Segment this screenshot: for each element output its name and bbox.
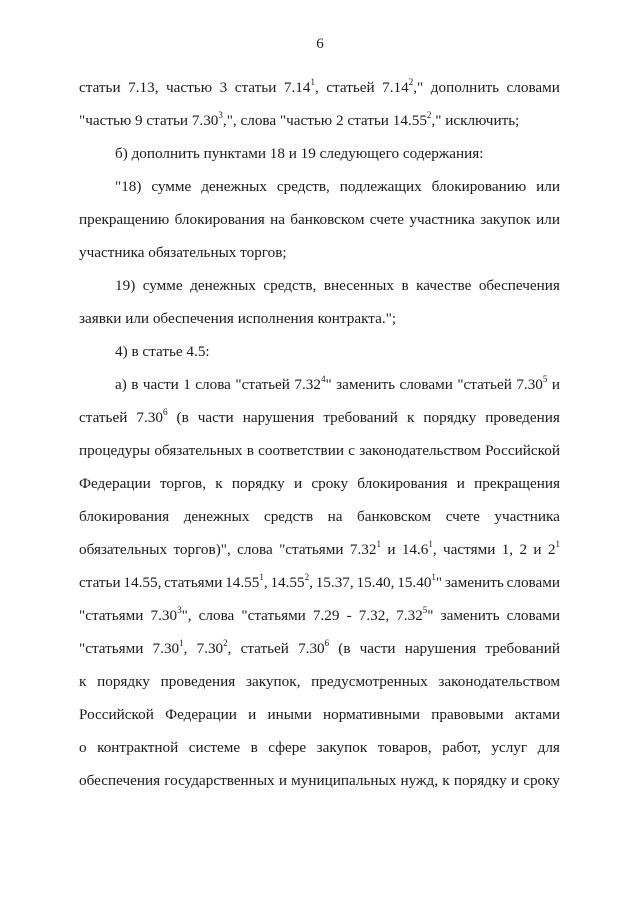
text-word: статьей bbox=[79, 409, 128, 426]
text-word: 15.37, bbox=[315, 574, 354, 591]
text-word: 7.32$^5$" bbox=[396, 604, 434, 624]
text-word: словами bbox=[506, 607, 560, 624]
text-word: 4) в статье 4.5: bbox=[115, 343, 210, 360]
text-word: денежных bbox=[201, 178, 267, 195]
text-word: части bbox=[197, 409, 234, 426]
text-word: системе bbox=[188, 739, 241, 756]
text-word: участника bbox=[494, 508, 560, 525]
text-word: и bbox=[551, 376, 560, 393]
text-word: словами bbox=[506, 574, 560, 591]
text-word: статьи bbox=[234, 79, 277, 96]
text-word: 7.30$^6$ bbox=[136, 406, 168, 426]
text-line bbox=[79, 771, 560, 804]
text-word: сфере bbox=[268, 739, 307, 756]
text-line bbox=[79, 606, 560, 639]
text-line bbox=[79, 441, 560, 474]
text-word: в bbox=[250, 739, 258, 756]
text-word: заменить bbox=[444, 574, 504, 591]
text-word: к bbox=[406, 409, 415, 426]
text-word: контрактной bbox=[97, 739, 179, 756]
text-word: 7.30$^6$ bbox=[298, 637, 330, 657]
text-word: требований bbox=[323, 409, 398, 426]
text-word: 14.55$^1$, bbox=[225, 571, 268, 591]
text-word: "статьей bbox=[457, 376, 512, 393]
text-word: законодательством bbox=[438, 673, 560, 690]
text-word: заменить bbox=[336, 376, 396, 393]
text-word: проведения bbox=[485, 409, 560, 426]
text-line bbox=[79, 243, 560, 276]
text-word: актами bbox=[514, 706, 560, 723]
text-word: к bbox=[442, 772, 450, 789]
text-word: $2^1$ bbox=[547, 538, 560, 558]
text-word: товаров, bbox=[377, 739, 432, 756]
text-word: б) дополнить пунктами 18 и 19 следующего содержания: bbox=[115, 145, 484, 162]
text-word: и bbox=[456, 475, 465, 492]
text-word: средств bbox=[263, 508, 314, 525]
text-word: в bbox=[131, 376, 139, 393]
text-word: 1 bbox=[183, 376, 191, 393]
text-word: частями bbox=[443, 541, 496, 558]
text-line bbox=[79, 342, 560, 375]
text-word: части bbox=[359, 640, 396, 657]
text-word: и bbox=[278, 772, 287, 789]
text-word: части bbox=[142, 376, 179, 393]
text-word: в bbox=[401, 277, 409, 294]
text-line bbox=[79, 639, 560, 672]
text-line bbox=[79, 540, 560, 573]
text-word: участника bbox=[409, 211, 475, 228]
text-word: блокирования bbox=[357, 475, 448, 492]
text-line bbox=[79, 78, 560, 111]
text-word: в bbox=[246, 442, 254, 459]
text-word: требований bbox=[485, 640, 560, 657]
text-word: услуг bbox=[491, 739, 528, 756]
text-word: качестве bbox=[416, 277, 472, 294]
text-word: 7.30$^5$ bbox=[516, 373, 548, 393]
text-word: нужд, bbox=[400, 772, 439, 789]
text-word: статьи bbox=[79, 79, 121, 96]
text-line bbox=[79, 507, 560, 540]
text-word: торгов)", bbox=[173, 541, 231, 558]
text-word: средств, bbox=[263, 277, 317, 294]
text-word: счете bbox=[445, 508, 480, 525]
text-word: порядку bbox=[97, 673, 150, 690]
text-word: обеспечения bbox=[478, 277, 560, 294]
text-word: статьей bbox=[240, 640, 289, 657]
text-word: 7.32$^1$ bbox=[349, 538, 381, 558]
text-line bbox=[79, 276, 560, 309]
text-line bbox=[79, 408, 560, 441]
text-word: на bbox=[270, 211, 285, 228]
text-word: закупок bbox=[480, 211, 531, 228]
text-word: нарушения bbox=[404, 640, 477, 657]
text-word: слова bbox=[198, 607, 235, 624]
text-word: "частью 9 статьи 7.30$^3$,", слова "частью 2 статьи 14.55$^2$," исключить; bbox=[79, 109, 520, 129]
text-word: предусмотренных bbox=[311, 673, 428, 690]
text-word: сумме bbox=[142, 277, 183, 294]
text-word: обязательных bbox=[154, 442, 243, 459]
text-word: счете bbox=[369, 211, 404, 228]
text-word: и bbox=[293, 475, 303, 492]
text-word: соответствии bbox=[258, 442, 344, 459]
text-word: "статьей bbox=[235, 376, 290, 393]
text-word: муниципальных bbox=[291, 772, 397, 789]
text-word: к bbox=[79, 673, 87, 690]
text-word: "статьями bbox=[241, 607, 306, 624]
text-word: слова bbox=[195, 376, 231, 393]
text-word: 7.30$^3$", bbox=[150, 604, 192, 624]
text-line bbox=[79, 111, 560, 144]
text-word: "статьями bbox=[79, 640, 144, 657]
text-word: правовыми bbox=[431, 706, 504, 723]
text-word: иными bbox=[267, 706, 312, 723]
text-word: прекращению bbox=[79, 211, 170, 228]
text-word: закупок bbox=[316, 739, 368, 756]
page-number: 6 bbox=[316, 36, 324, 52]
text-word: Российской bbox=[79, 706, 154, 723]
text-word: 7.32, bbox=[358, 607, 390, 624]
text-line bbox=[79, 144, 560, 177]
text-word: и bbox=[533, 541, 542, 558]
text-word: "18) bbox=[115, 178, 142, 195]
text-word: 14.55, bbox=[123, 574, 162, 591]
text-word: 3 bbox=[219, 79, 228, 96]
text-word: подлежащих bbox=[339, 178, 422, 195]
text-word: проведения bbox=[160, 673, 236, 690]
text-word: торгов, bbox=[159, 475, 207, 492]
document-body bbox=[79, 78, 560, 804]
text-line bbox=[79, 573, 560, 606]
text-line bbox=[79, 309, 560, 342]
text-word: нарушения bbox=[242, 409, 315, 426]
text-word: частью bbox=[166, 79, 213, 96]
text-word: и bbox=[510, 772, 520, 789]
text-word: 14.6$^1$, bbox=[401, 538, 437, 558]
text-word: 15.40, bbox=[356, 574, 395, 591]
text-word: сроку bbox=[311, 475, 349, 492]
text-word: 7.13, bbox=[128, 79, 159, 96]
text-word: 7.14$^1$, bbox=[283, 76, 319, 96]
text-word: 15.40$^1$" bbox=[397, 571, 443, 591]
text-word: (в bbox=[338, 640, 351, 657]
text-word: блокированию bbox=[431, 178, 527, 195]
text-word: Российской bbox=[485, 442, 560, 459]
text-word: словами bbox=[506, 79, 560, 96]
text-line bbox=[79, 738, 560, 771]
text-word: дополнить bbox=[430, 79, 500, 96]
text-word: прекращения bbox=[474, 475, 560, 492]
text-word: 7.14$^2$," bbox=[382, 76, 424, 96]
text-word: и bbox=[248, 706, 257, 723]
text-word: нормативными bbox=[323, 706, 420, 723]
text-line bbox=[79, 210, 560, 243]
text-word: словами bbox=[399, 376, 453, 393]
text-word: 2 bbox=[519, 541, 528, 558]
text-word: сумме bbox=[151, 178, 192, 195]
text-line bbox=[79, 672, 560, 705]
text-word: о bbox=[79, 739, 87, 756]
text-word: порядку bbox=[453, 772, 507, 789]
text-word: обязательных bbox=[79, 541, 168, 558]
text-word: закупок, bbox=[246, 673, 301, 690]
text-word: "статьями bbox=[79, 607, 144, 624]
text-word: процедуры bbox=[79, 442, 151, 459]
text-word: или bbox=[536, 178, 560, 195]
text-word: 7.32$^4$" bbox=[294, 373, 332, 393]
text-word: статьями bbox=[164, 574, 223, 591]
text-line bbox=[79, 177, 560, 210]
text-word: банковском bbox=[357, 508, 432, 525]
text-word: участника обязательных торгов; bbox=[79, 244, 287, 261]
text-word: банковском bbox=[290, 211, 365, 228]
text-word: "статьями bbox=[279, 541, 344, 558]
text-word: порядку bbox=[423, 409, 477, 426]
text-word: Федерации bbox=[165, 706, 237, 723]
text-word: денежных bbox=[190, 277, 256, 294]
text-word: сроку bbox=[523, 772, 560, 789]
text-word: средств, bbox=[276, 178, 330, 195]
text-word: для bbox=[537, 739, 560, 756]
text-word: блокирования bbox=[174, 211, 265, 228]
text-word: статьи bbox=[79, 574, 121, 591]
text-word: порядку bbox=[231, 475, 285, 492]
text-word: 7.30$^2$, bbox=[196, 637, 232, 657]
text-word: статьей bbox=[326, 79, 375, 96]
text-word: внесенных bbox=[323, 277, 394, 294]
text-word: к bbox=[215, 475, 223, 492]
text-word: 1, bbox=[501, 541, 514, 558]
text-word: и bbox=[387, 541, 396, 558]
text-word: государственных bbox=[164, 772, 275, 789]
text-line bbox=[79, 705, 560, 738]
text-word: законодательством bbox=[359, 442, 481, 459]
text-word: 7.29 bbox=[312, 607, 340, 624]
text-word: Федерации bbox=[79, 475, 151, 492]
text-word: заявки или обеспечения исполнения контракта."; bbox=[79, 310, 397, 327]
text-word: обеспечения bbox=[79, 772, 161, 789]
text-word: с bbox=[348, 442, 356, 459]
text-word: работ, bbox=[442, 739, 481, 756]
text-line bbox=[79, 375, 560, 408]
text-word: 19) bbox=[115, 277, 136, 294]
text-word: или bbox=[536, 211, 560, 228]
text-word: заменить bbox=[440, 607, 500, 624]
text-word: на bbox=[327, 508, 343, 525]
text-word: 14.55$^2$, bbox=[270, 571, 313, 591]
text-line bbox=[79, 474, 560, 507]
text-word: 7.30$^1$, bbox=[152, 637, 188, 657]
text-word: блокирования bbox=[79, 508, 170, 525]
text-word: а) bbox=[115, 376, 127, 393]
text-word: слова bbox=[237, 541, 273, 558]
text-word: (в bbox=[176, 409, 189, 426]
text-word: - bbox=[346, 607, 352, 624]
text-word: денежных bbox=[183, 508, 250, 525]
